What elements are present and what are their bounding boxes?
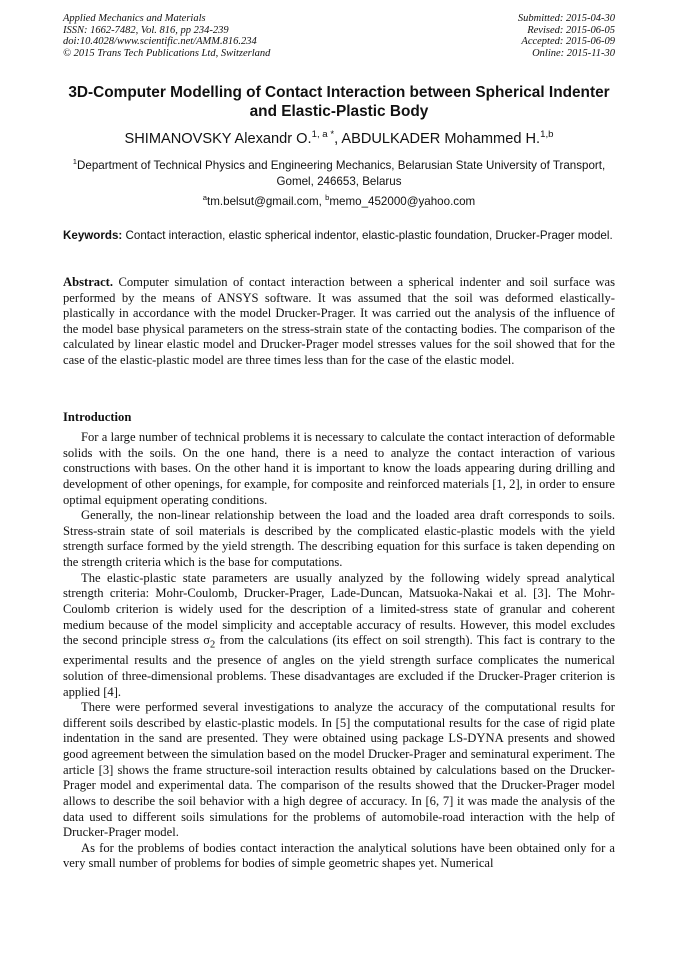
date-accepted: Accepted: 2015-06-09 bbox=[521, 36, 615, 48]
paragraph-1: For a large number of technical problems it is necessary to calculate the contact interaction of deformable solids with the soils. On the one hand, there is a need to analyze the contact interaction of various constructions with bases. On the other hand it is important to know the loads appearing during drilling and development of other openings, for example, for composite and reinforced materials [1, 2], in order to ensure optimal equipment operating conditions. bbox=[63, 430, 615, 507]
journal-copyright: © 2015 Trans Tech Publications Ltd, Switzerland bbox=[63, 47, 271, 59]
author-2: ABDULKADER Mohammed H. bbox=[341, 131, 541, 147]
paragraph-2: Generally, the non-linear relationship between the load and the loaded area draft corresponds to soils. Stress-strain state of soil materials is described by the complicated elastic-plastic models with the yield strength surface formed by the yield strength. The describing equation for this surface is taken depending on the strength criteria which is the base for computations. bbox=[63, 508, 615, 569]
email-separator: , bbox=[318, 195, 326, 208]
introduction-body bbox=[63, 430, 615, 872]
paragraph-3 bbox=[63, 571, 615, 701]
journal-info bbox=[63, 13, 270, 59]
paper-title: 3D-Computer Modelling of Contact Interaction between Spherical Indenter and Elastic-Plastic Body bbox=[68, 84, 610, 120]
author-1: SHIMANOVSKY Alexandr O. bbox=[124, 131, 312, 147]
date-revised: Revised: 2015-06-05 bbox=[527, 24, 615, 36]
sigma-subscript: 2 bbox=[210, 639, 216, 651]
journal-issn: ISSN: 1662-7482, Vol. 816, pp 234-239 bbox=[63, 24, 229, 36]
date-submitted: Submitted: 2015-04-30 bbox=[517, 13, 615, 24]
paragraph-3-part-b: from the calculations (its effect on soil strength). This fact is contrary to the experimental results and the presence of angles on the yield strength surface complicates the numerical solution of three-dimensional problems. These disadvantages are excluded if the Drucker-Prager criterion is applied [4]. bbox=[63, 633, 616, 699]
author-list bbox=[63, 130, 615, 148]
affiliation-text: Department of Technical Physics and Engineering Mechanics, Belarusian State University of Transport, Gomel, 246653, Belarus bbox=[77, 159, 606, 188]
author-1-affil: 1, a * bbox=[311, 129, 335, 141]
section-heading-introduction: Introduction bbox=[63, 410, 132, 424]
keywords-text: Contact interaction, elastic spherical indentor, elastic-plastic foundation, Drucker-Prager model. bbox=[122, 229, 613, 242]
abstract-text: Computer simulation of contact interaction between a spherical indenter and soil surface was performed by the means of ANSYS software. It was assumed that the soil was deformed elastically-plastically in accordance with the model Drucker-Prager. It was carried out the analysis of the influence of the model base physical parameters on the stress-strain state of the contacting bodies. The comparison of the calculated by linear elastic model and Drucker-Prager model stresses values for the soil showed that for the case of the elastic-plastic model are three times less than for the case of the elastic model. bbox=[63, 275, 615, 367]
paragraph-3-part-a: The elastic-plastic state parameters are usually analyzed by the following widely spread analytical strength criteria: Mohr-Coulomb, Drucker-Prager, Lade-Duncan, Matsuoka-Nakai et al. [3]. The Mohr-Coulomb criterion is widely used for the description of a limited-stress state of granular and coherent medium because of the model simplicity and acceptable accuracy of results. However, this model excludes the second principle stress bbox=[63, 570, 615, 648]
author-separator: , bbox=[334, 131, 342, 147]
email-b-mark: b bbox=[325, 193, 330, 203]
email-a-mark: a bbox=[202, 193, 208, 203]
sigma-symbol: σ bbox=[203, 633, 211, 648]
keywords bbox=[63, 228, 615, 244]
abstract-label: Abstract. bbox=[63, 275, 114, 289]
author-emails bbox=[63, 194, 615, 209]
author-2-affil: 1,b bbox=[540, 129, 554, 141]
affiliation bbox=[63, 158, 615, 189]
journal-name: Applied Mechanics and Materials bbox=[63, 13, 206, 24]
keywords-label: Keywords: bbox=[63, 229, 123, 242]
date-online: Online: 2015-11-30 bbox=[532, 47, 615, 59]
paragraph-5: As for the problems of bodies contact interaction the analytical solutions have been obtained only for a very small number of problems for bodies of simple geometric shapes yet. Numerical bbox=[63, 840, 615, 871]
affiliation-mark: 1 bbox=[72, 157, 78, 167]
email-a[interactable]: tm.belsut@gmail.com bbox=[207, 195, 319, 208]
paragraph-4: There were performed several investigations to analyze the accuracy of the computational results for different soils described by elastic-plastic models. In [5] the computational results for the case of rigid plate indentation in the sand are presented. They were obtained using package LS-DYNA presents and showed good agreement between the simulation based on the model Drucker-Prager and seminatural experiment. The article [3] shows the frame structure-soil interaction results obtained by calculations based on the Drucker-Prager model and experimental data. The comparison of the results showed that the Drucker-Prager model allows to describe the soil behavior with a high degree of accuracy. In [6, 7] it was made the analysis of the data used to different soils simulations for the problems of automobile-road interaction with the help of Drucker-Prager model. bbox=[63, 700, 615, 840]
journal-doi[interactable]: doi:10.4028/www.scientific.net/AMM.816.234 bbox=[63, 36, 257, 48]
abstract bbox=[63, 275, 615, 369]
email-b[interactable]: memo_452000@yahoo.com bbox=[329, 195, 476, 208]
publication-dates bbox=[518, 13, 615, 59]
